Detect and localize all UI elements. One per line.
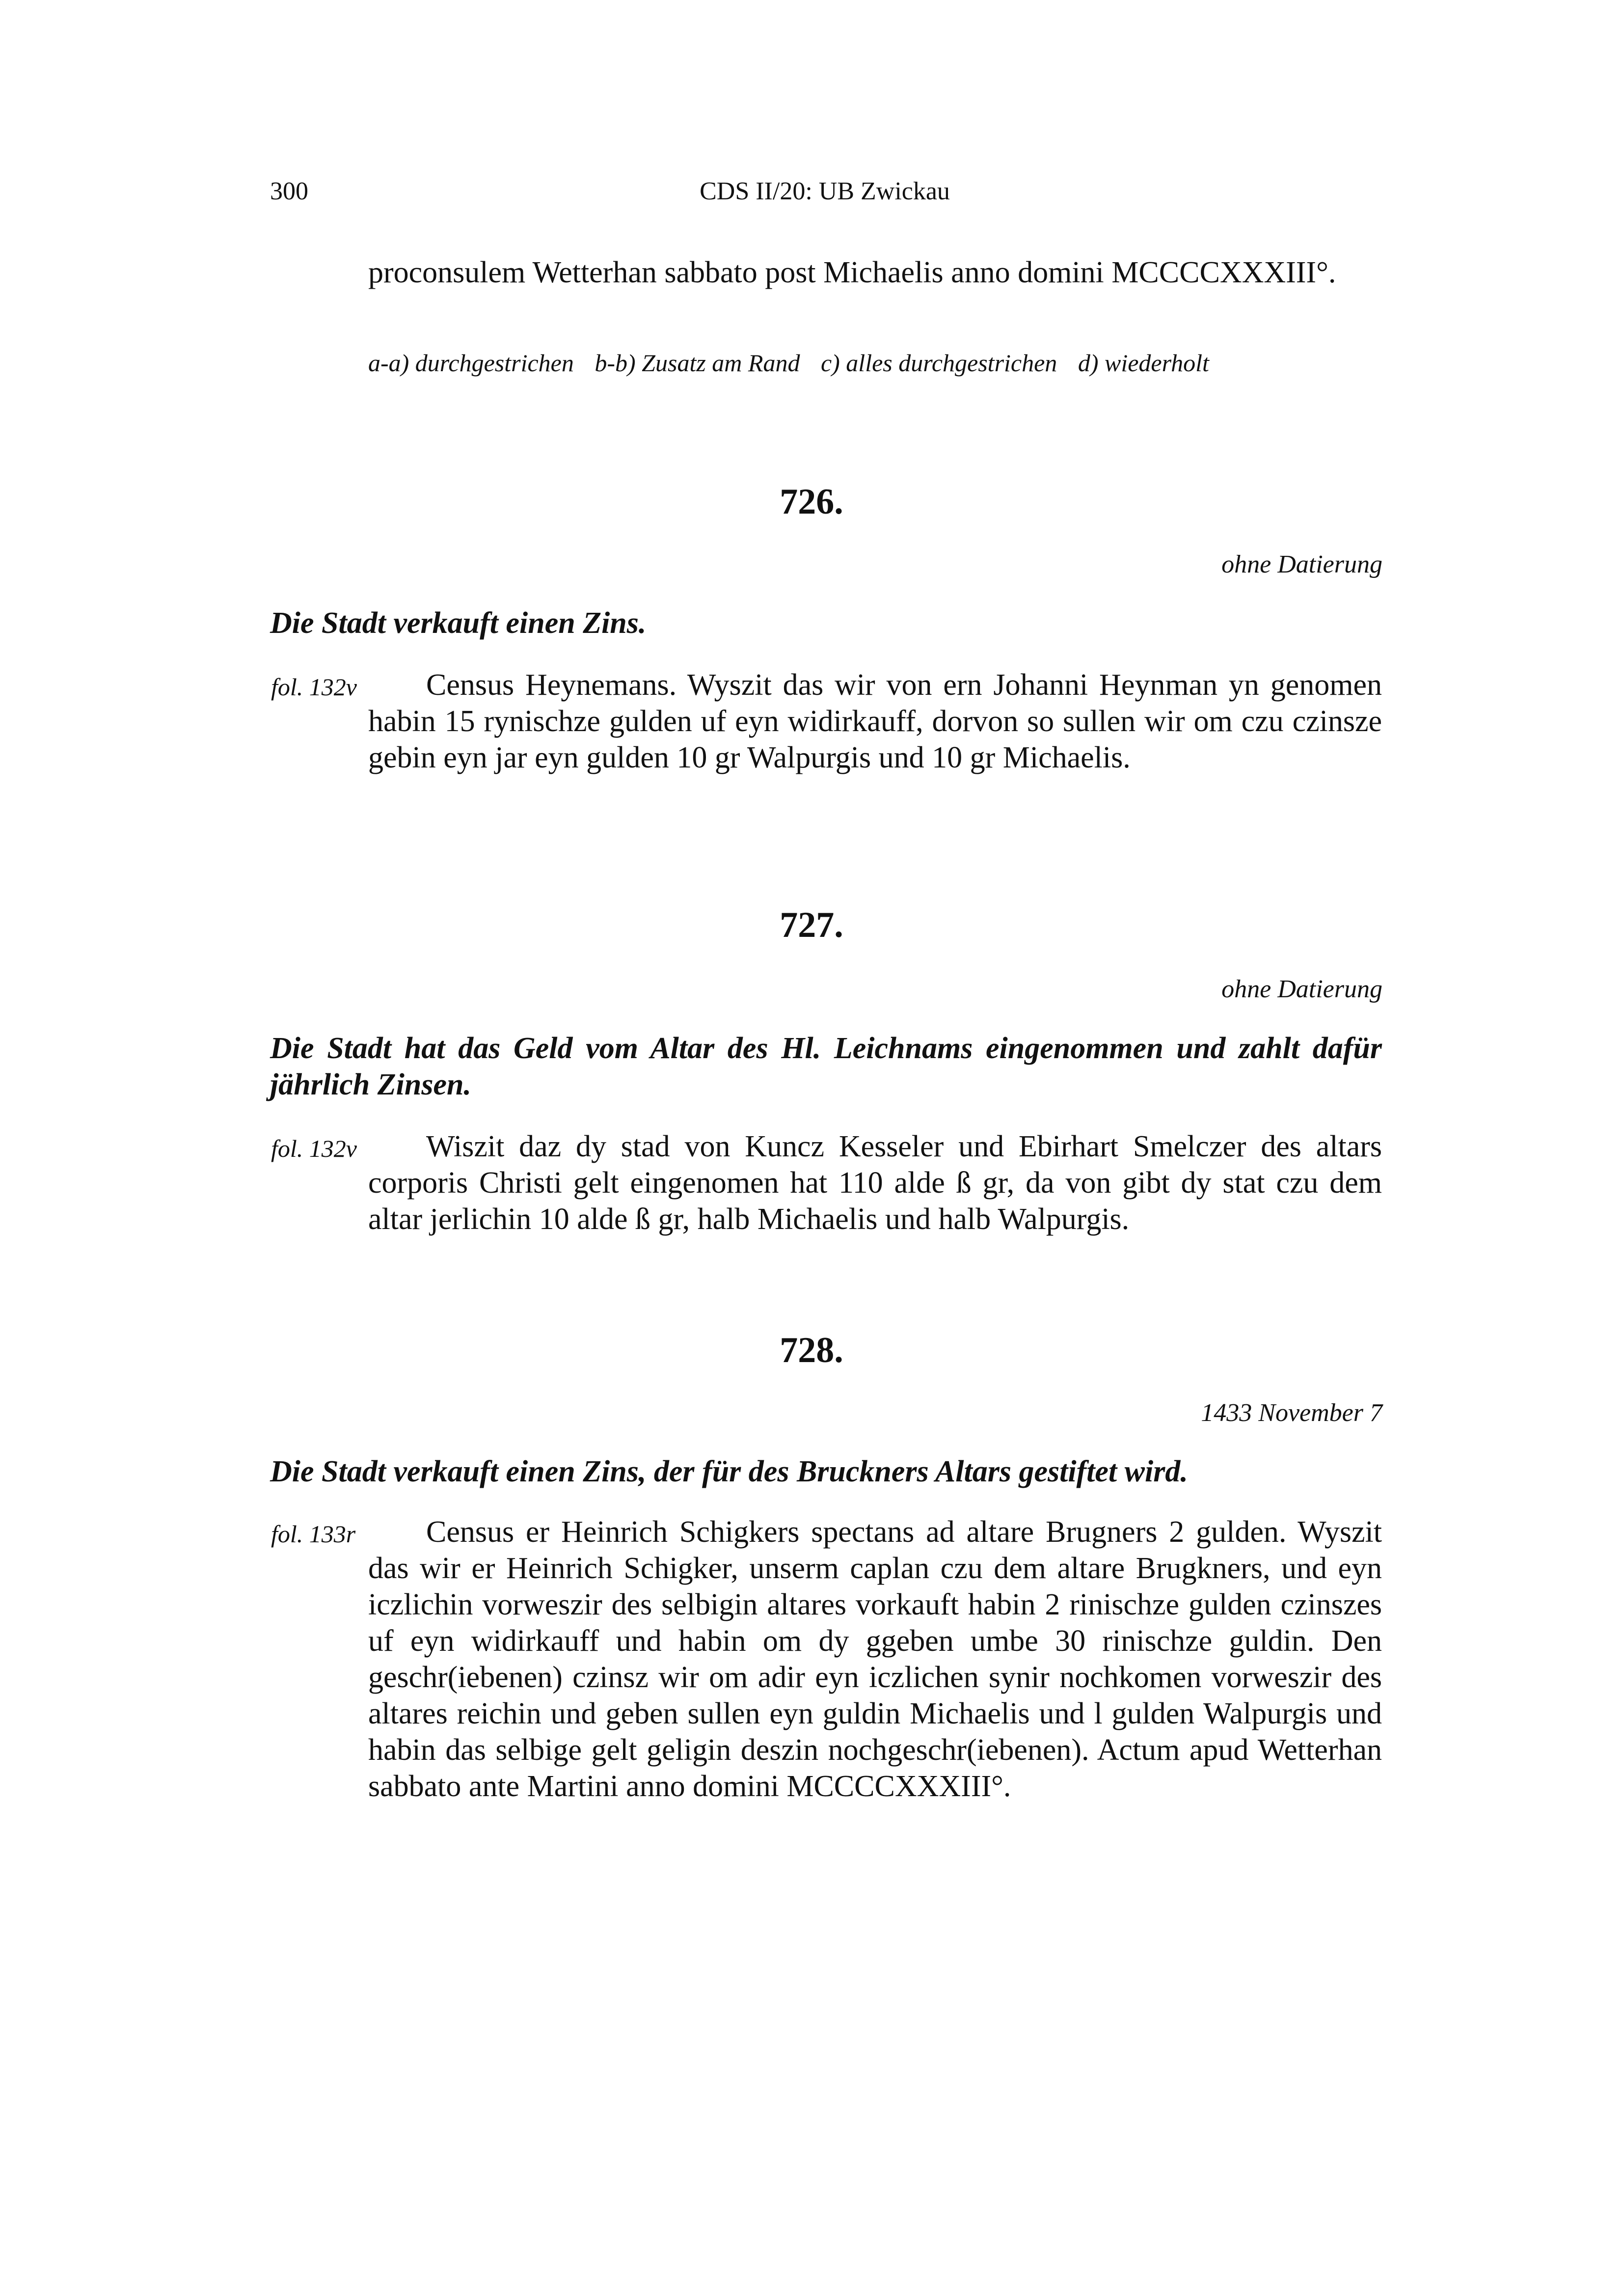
folio-reference: fol. 132v <box>271 673 357 701</box>
entry-title: Die Stadt verkauft einen Zins. <box>270 606 647 640</box>
footnote: a-a) durchgestrichen <box>368 349 574 377</box>
entry-title: Die Stadt verkauft einen Zins, der für des Bruckners Altars gestiftet wird. <box>270 1455 1188 1488</box>
entry-number: 727. <box>780 905 843 945</box>
page-number: 300 <box>270 177 308 205</box>
folio-reference: fol. 133r <box>271 1520 356 1548</box>
entry-text: Census er Heinrich Schigkers spectans ad altare Brugners 2 gulden. Wyszit das wir er Heinrich Schigker, unserm caplan czu dem altare Brugkners, und eyn iczlichin vorweszir des selbigin altares vorkauft habin 2 rinischze gulden czinszes uf eyn widirkauff und habin om dy ggeben umbe 30 rinischze guldin. Den geschr(iebenen) czinsz wir om adir eyn iczlichen synir nochkomen vorweszir des altares reichin und geben sullen eyn guldin Michaelis und l gulden Walpurgis und habin das selbige gelt geligin deszin nochgeschr(iebenen). Actum apud Wetterhan sabbato ante Martini anno domini MCCCCXXXIII°. <box>368 1515 1382 1803</box>
entry-title: Die Stadt hat das Geld vom Altar des Hl. Leichnams eingenommen und zahlt dafür jährlich Zinsen. <box>270 1032 1382 1101</box>
entry-date: ohne Datierung <box>1221 550 1382 578</box>
entry-date: 1433 November 7 <box>1201 1399 1382 1427</box>
entry-date: ohne Datierung <box>1221 975 1382 1003</box>
footnotes <box>368 349 1224 377</box>
footnote: b-b) Zusatz am Rand <box>595 349 800 377</box>
continuation-text: proconsulem Wetterhan sabbato post Michaelis anno domini MCCCCXXXIII°. <box>368 256 1336 289</box>
entry-text: Wiszit daz dy stad von Kuncz Kesseler und Ebirhart Smelczer des altars corporis Christi gelt eingenomen hat 110 alde ß gr, da von gibt dy stat czu dem altar jerlichin 10 alde ß gr, halb Michaelis und halb Walpurgis. <box>368 1130 1382 1236</box>
entry-number: 728. <box>780 1330 843 1370</box>
running-title: CDS II/20: UB Zwickau <box>700 177 950 205</box>
footnote: d) wiederholt <box>1078 349 1209 377</box>
folio-reference: fol. 132v <box>271 1135 357 1162</box>
entry-number: 726. <box>780 482 843 522</box>
footnote: c) alles durchgestrichen <box>820 349 1057 377</box>
entry-text: Census Heynemans. Wyszit das wir von ern Johanni Heynman yn genomen habin 15 rynischze gulden uf eyn widirkauff, dorvon so sullen wir om czu czinsze gebin eyn jar eyn gulden 10 gr Walpurgis und 10 gr Michaelis. <box>368 668 1382 774</box>
page-header <box>270 177 1380 221</box>
